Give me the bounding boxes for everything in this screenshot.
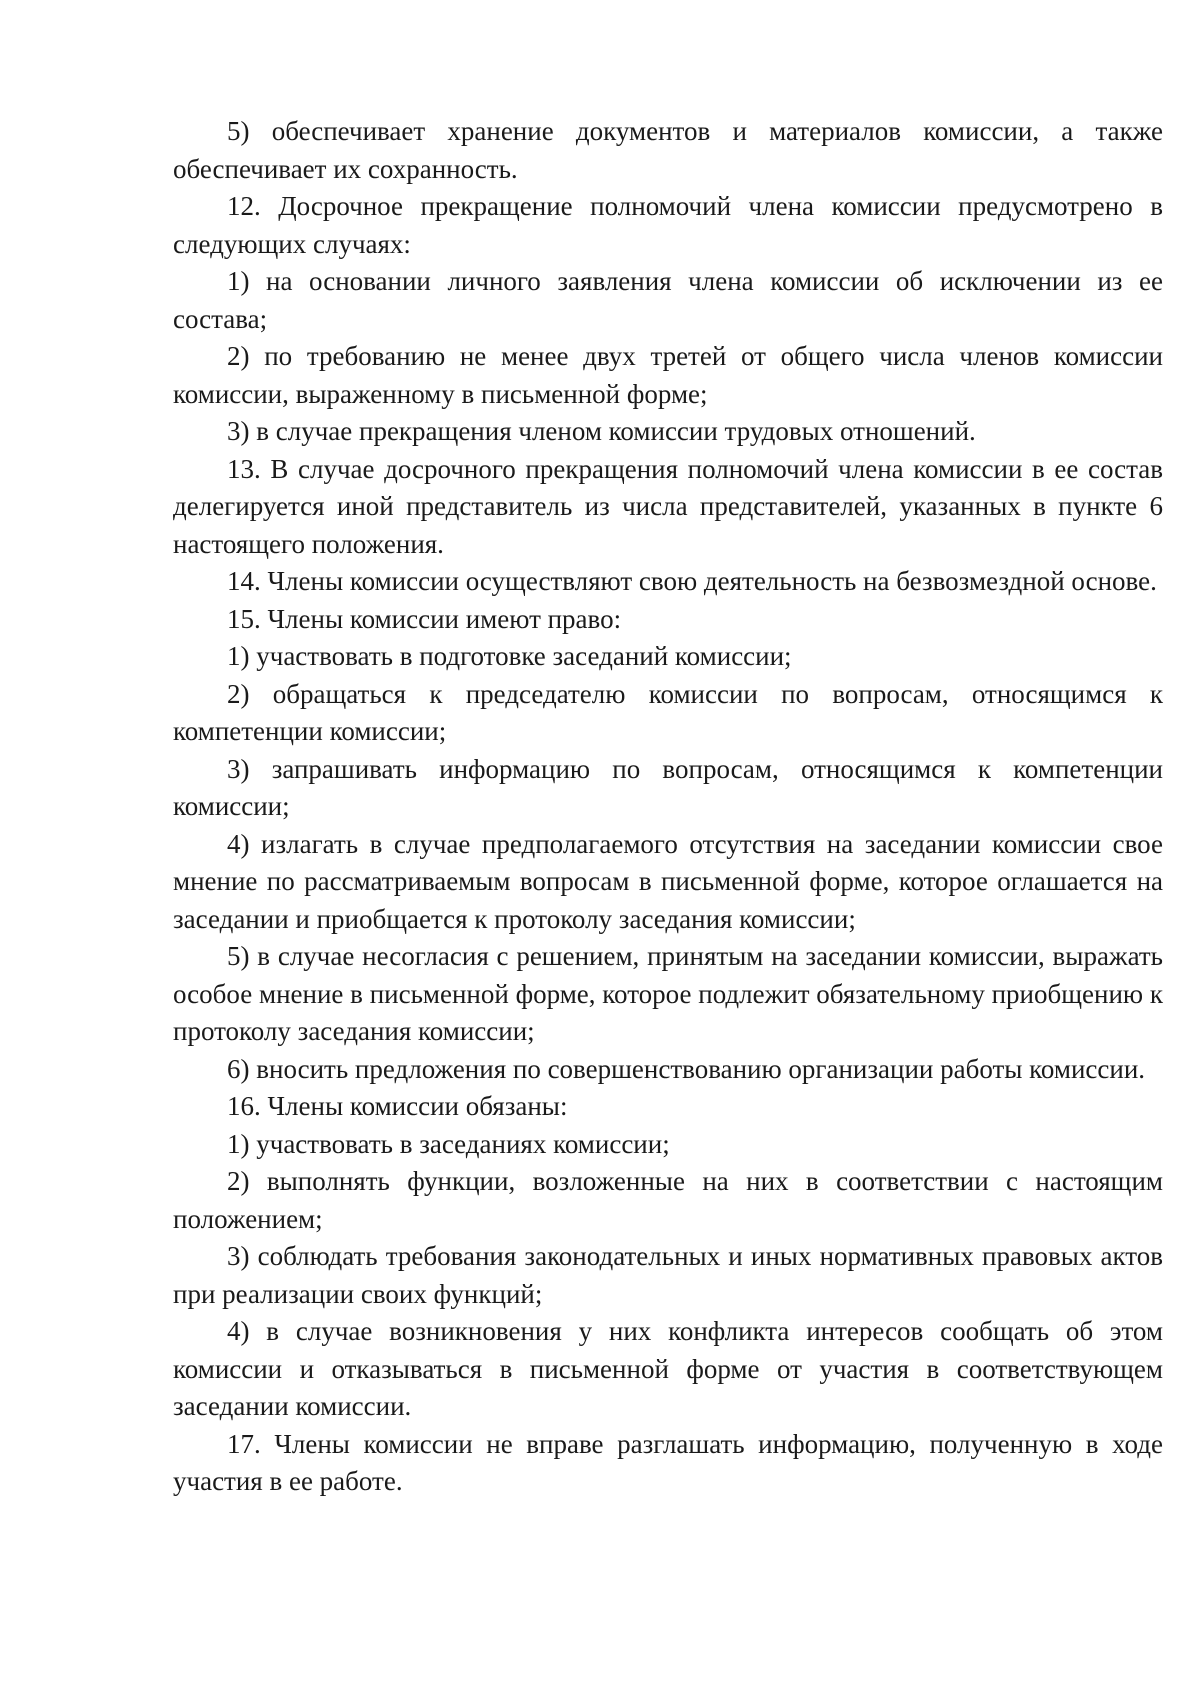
paragraph-16-duties: 16. Члены комиссии обязаны: <box>227 1091 568 1121</box>
paragraph-duties-item-1: 1) участвовать в заседаниях комиссии; <box>227 1128 670 1159</box>
paragraph-item-1-personal-request: 1) на основании личного заявления члена комиссии об исключении из ее состава; <box>173 266 1163 334</box>
paragraph-rights-item-5: 5) в случае несогласия с решением, принятым на заседании комиссии, выражать особое мнение в письменной форме, которое подлежит обязательному приобщению к протоколу заседания комиссии; <box>173 941 1163 1046</box>
paragraph-duties-item-3: 3) соблюдать требования законодательных и иных нормативных правовых актов при реализации своих функций; <box>173 1241 1163 1309</box>
paragraph-13-delegation: 13. В случае досрочного прекращения полномочий члена комиссии в ее состав делегируется иной представитель из числа представителей, указанных в пункте 6 настоящего положения. <box>173 453 1163 559</box>
paragraph-item-2-two-thirds: 2) по требованию не менее двух третей от общего числа членов комиссии комиссии, выраженному в письменной форме; <box>173 341 1163 409</box>
paragraph-duties-item-4: 4) в случае возникновения у них конфликта интересов сообщать об этом комиссии и отказываться в письменной форме от участия в соответствующем заседании комиссии. <box>173 1316 1163 1421</box>
paragraph-rights-item-6: 6) вносить предложения по совершенствованию организации работы комиссии. <box>227 1053 1146 1084</box>
paragraph-17-confidentiality: 17. Члены комиссии не вправе разглашать информацию, полученную в ходе участия в ее работе. <box>173 1428 1163 1496</box>
paragraph-rights-item-2: 2) обращаться к председателю комиссии по вопросам, относящимся к компетенции комиссии; <box>173 678 1163 746</box>
paragraph-15-rights: 15. Члены комиссии имеют право: <box>227 603 622 634</box>
paragraph-item-3-labor-termination: 3) в случае прекращения членом комиссии трудовых отношений. <box>227 416 976 446</box>
paragraph-rights-item-1: 1) участвовать в подготовке заседаний комиссии; <box>227 641 792 671</box>
paragraph-12-early-termination: 12. Досрочное прекращение полномочий члена комиссии предусмотрено в следующих случаях: <box>173 191 1163 259</box>
paragraph-rights-item-3: 3) запрашивать информацию по вопросам, относящимся к компетенции комиссии; <box>173 753 1163 821</box>
paragraph-duties-item-2: 2) выполнять функции, возложенные на них в соответствии с настоящим положением; <box>173 1166 1163 1234</box>
paragraph-item-5-storage: 5) обеспечивает хранение документов и материалов комиссии, а также обеспечивает их сохранность. <box>173 116 1163 184</box>
paragraph-14-unpaid-basis: 14. Члены комиссии осуществляют свою деятельность на безвозмездной основе. <box>227 566 1157 596</box>
paragraph-rights-item-4: 4) излагать в случае предполагаемого отсутствия на заседании комиссии свое мнение по рассматриваемым вопросам в письменной форме, которое оглашается на заседании и приобщается к протоколу заседания комиссии; <box>173 828 1163 934</box>
document-page <box>173 113 1163 1501</box>
